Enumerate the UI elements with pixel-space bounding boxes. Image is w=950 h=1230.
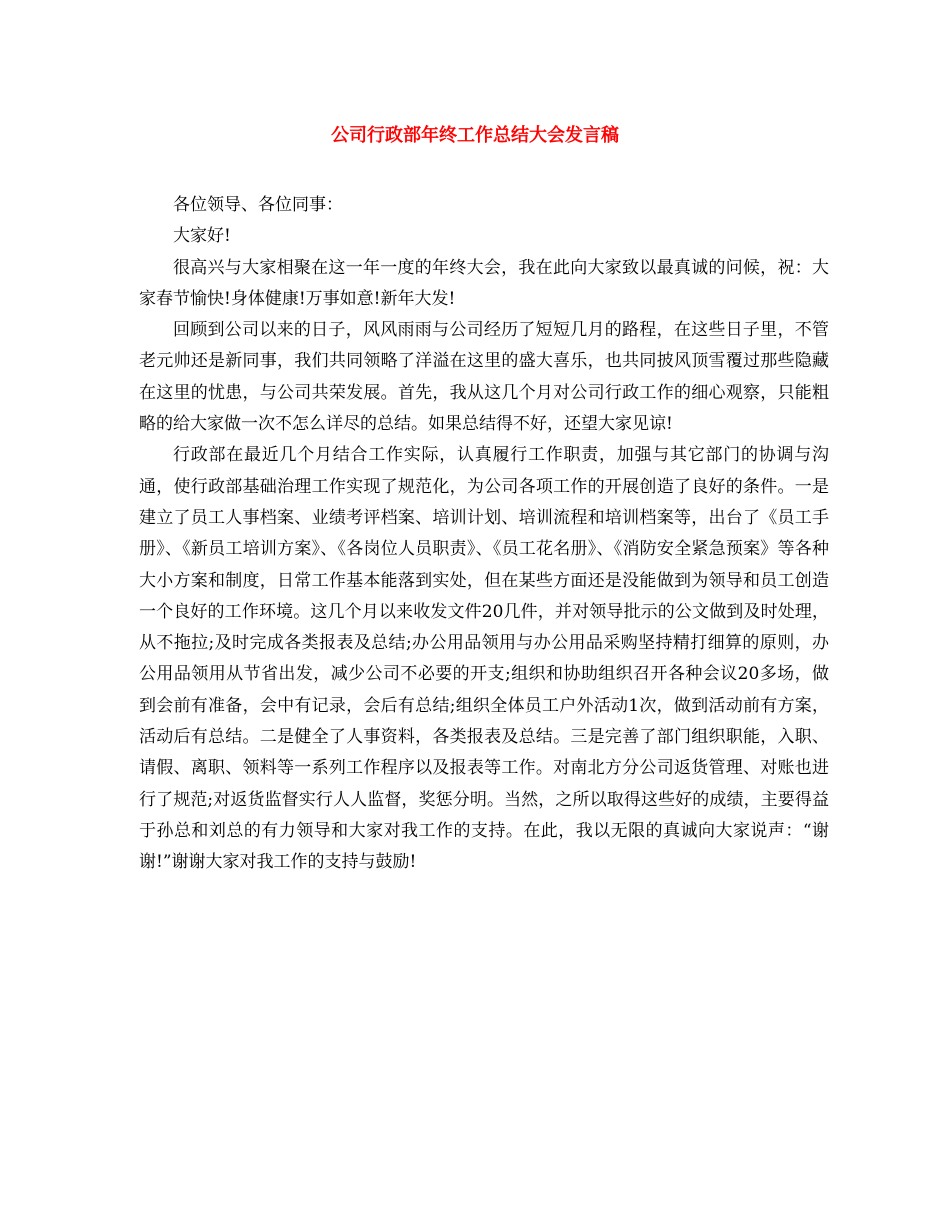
body-paragraph: 行政部在最近几个月结合工作实际，认真履行工作职责，加强与其它部门的协调与沟通，使行政部基础治理工作实现了规范化，为公司各项工作的开展创造了良好的条件。一是建立了员工人事档案、业绩考评档案、培训计划、培训流程和培训档案等，出台了《员工手册》、《新员工培训方案》、《各岗位人员职责》、《员工花名册》、《消防安全紧急预案》等各种大小方案和制度，日常工作基本能落到实处，但在某些方面还是没能做到为领导和员工创造一个良好的工作环境。这几个月以来收发文件20几件，并对领导批示的公文做到及时处理，从不拖拉;及时完成各类报表及总结;办公用品领用与办公用品采购坚持精打细算的原则，办公用品领用从节省出发，减少公司不必要的开支;组织和协助组织召开各种会议20多场，做到会前有准备，会中有记录，会后有总结;组织全体员工户外活动1次，做到活动前有方案，活动后有总结。二是健全了人事资料，各类报表及总结。三是完善了部门组织职能，入职、请假、离职、领料等一系列工作程序以及报表等工作。对南北方分公司返货管理、对账也进行了规范;对返货监督实行人人监督，奖惩分明。当然，之所以取得这些好的成绩，主要得益于孙总和刘总的有力领导和大家对我工作的支持。在此，我以无限的真诚向大家说声：“谢谢!”谢谢大家对我工作的支持与鼓励! <box>139 445 829 873</box>
greeting: 大家好! <box>173 226 231 247</box>
salutation: 各位领导、各位同事： <box>173 195 343 215</box>
document-title: 公司行政部年终工作总结大会发言稿 <box>331 125 619 146</box>
body-paragraph: 回顾到公司以来的日子，风风雨雨与公司经历了短短几月的路程，在这些日子里，不管老元帅还是新同事，我们共同领略了洋溢在这里的盛大喜乐，也共同披风顶雪覆过那些隐藏在这里的忧患，与公司共荣发展。首先，我从这几个月对公司行政工作的细心观察，只能粗略的给大家做一次不怎么详尽的总结。如果总结得不好，还望大家见谅! <box>139 320 829 435</box>
document-body <box>139 190 829 879</box>
body-paragraph: 很高兴与大家相聚在这一年一度的年终大会，我在此向大家致以最真诚的问候，祝：大家春节愉快!身体健康!万事如意!新年大发! <box>139 257 829 309</box>
